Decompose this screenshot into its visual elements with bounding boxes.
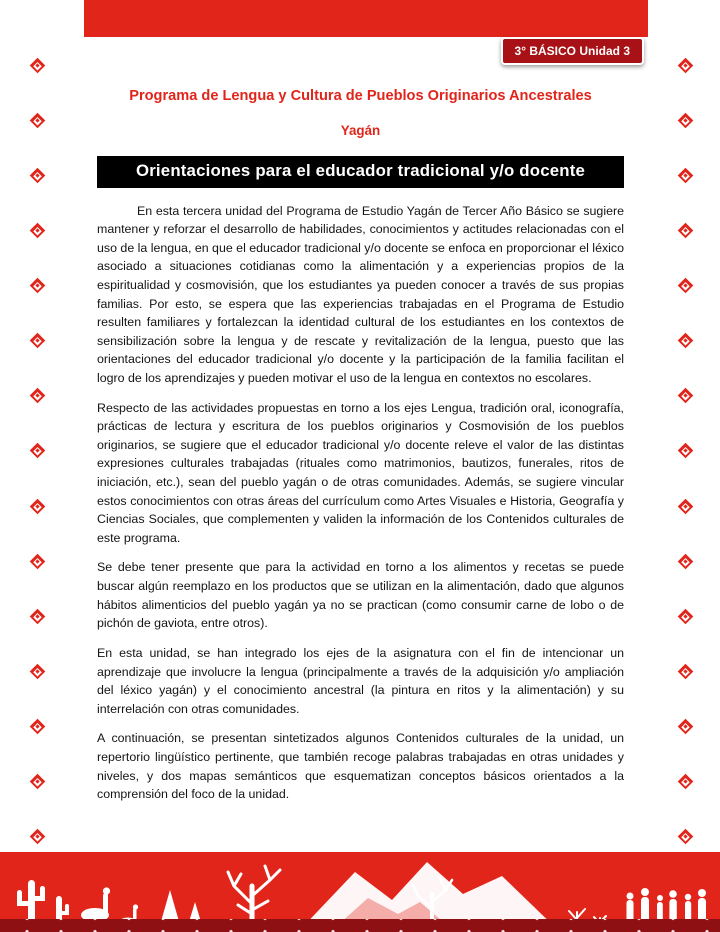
diamond-ornament-icon bbox=[29, 553, 45, 569]
diamond-ornament-icon bbox=[677, 223, 693, 239]
diamond-ornament-icon bbox=[677, 553, 693, 569]
paragraph-4: En esta unidad, se han integrado los ejes de la asignatura con el fin de intencionar un aprendizaje que involucre la lengua (principalmente a través de la adquisición y/o ampliación del léxico yagán) y el conocimiento ancestral (la pintura en ritos y la alimentación) y su interrelación con otras comunidades. bbox=[97, 645, 624, 716]
diamond-ornament-icon bbox=[677, 443, 693, 459]
diamond-ornament-icon bbox=[677, 168, 693, 184]
right-ornament-column bbox=[677, 60, 693, 842]
diamond-ornament-icon bbox=[29, 718, 45, 734]
diamond-ornament-icon bbox=[677, 498, 693, 514]
diamond-ornament-icon bbox=[677, 663, 693, 679]
diamond-ornament-icon bbox=[677, 333, 693, 349]
body-text bbox=[97, 202, 624, 804]
paragraph-1: En esta tercera unidad del Programa de Estudio Yagán de Tercer Año Básico se sugiere mantener y reforzar el desarrollo de habilidades, conocimientos y actitudes relacionadas con el uso de la lengua, en que el educador tradicional y/o docente se enfoca en proporcionar el léxico asociado a situaciones cotidianas como la alimentación y a experiencias propios de la espiritualidad y cosmovisión, que los estudiantes ya pueden conocer a través de sus propias familias. Por esto, se espera que las experiencias trabajadas en el Programa de Estudio resulten familiares y fortalezcan la identidad cultural de los estudiantes en los contextos de sensibilización sobre la lengua y de rescate y revitalización de la lengua, puesto que las orientaciones del educador tradicional y/o docente y la participación de la familia facilitan el logro de los aprendizajes y pueden motivar el uso de la lengua en contextos no escolares. bbox=[97, 203, 624, 385]
diamond-ornament-icon bbox=[677, 829, 693, 845]
diamond-ornament-icon bbox=[29, 829, 45, 845]
diamond-ornament-icon bbox=[677, 278, 693, 294]
program-title: Programa de Lengua y Cultura de Pueblos Originarios Ancestrales bbox=[129, 88, 592, 104]
diamond-ornament-icon bbox=[677, 718, 693, 734]
diamond-ornament-icon bbox=[29, 223, 45, 239]
diamond-ornament-icon bbox=[29, 608, 45, 624]
diamond-ornament-icon bbox=[29, 58, 45, 74]
paragraph-2: Respecto de las actividades propuestas en torno a los ejes Lengua, tradición oral, iconografía, prácticas de lectura y escritura de los pueblos originarios y Cosmovisión de los pueblos originarios, se sugiere que el educador tradicional y/o docente releve el valor de las distintas expresiones culturales trabajadas (rituales como matrimonios, bautizos, funerales, ritos de iniciación, etc.), sean del pueblo yagán o de otras comunidades. Además, se sugiere vincular estos conocimientos con otras áreas del currículum como Artes Visuales e Historia, Geografía y Ciencias Sociales, que complementen y validen la información de los Contenidos culturales de este programa. bbox=[97, 400, 624, 545]
section-banner: Orientaciones para el educador tradicional y/o docente bbox=[97, 156, 624, 188]
diamond-ornament-icon bbox=[29, 278, 45, 294]
diamond-ornament-icon bbox=[677, 113, 693, 129]
paragraph-5: A continuación, se presentan sintetizados algunos Contenidos culturales de la unidad, un repertorio lingüístico pertinente, que también recoge palabras trabajadas en otras unidades y niveles, y dos mapas semánticos que esquematizan conceptos básicos orientados a la comprensión del foco de la unidad. bbox=[97, 731, 624, 802]
diamond-ornament-icon bbox=[677, 58, 693, 74]
diamond-ornament-icon bbox=[29, 388, 45, 404]
diamond-ornament-icon bbox=[29, 498, 45, 514]
diamond-ornament-icon bbox=[677, 388, 693, 404]
diamond-ornament-icon bbox=[29, 774, 45, 790]
page-content bbox=[97, 88, 624, 804]
diamond-ornament-icon bbox=[677, 608, 693, 624]
subtitle-yagan: Yagán bbox=[340, 122, 381, 138]
diamond-ornament-icon bbox=[677, 774, 693, 790]
diamond-ornament-icon bbox=[29, 168, 45, 184]
diamond-ornament-icon bbox=[29, 333, 45, 349]
unit-badge: 3° BÁSICO Unidad 3 bbox=[501, 37, 644, 65]
footer-band bbox=[0, 852, 720, 932]
diamond-ornament-icon bbox=[29, 113, 45, 129]
left-ornament-column bbox=[29, 60, 45, 842]
diamond-ornament-icon bbox=[29, 443, 45, 459]
diamond-ornament-icon bbox=[29, 663, 45, 679]
footer-pattern-strip bbox=[0, 919, 720, 932]
paragraph-3: Se debe tener presente que para la actividad en torno a los alimentos y recetas se puede buscar algún reemplazo en los productos que se utilizan en la alimentación, dado que algunos hábitos alimenticios del pueblo yagán ya no se practican (como consumir carne de lobo o de pichón de gaviota, entre otros). bbox=[97, 560, 624, 631]
top-red-band bbox=[84, 0, 648, 37]
